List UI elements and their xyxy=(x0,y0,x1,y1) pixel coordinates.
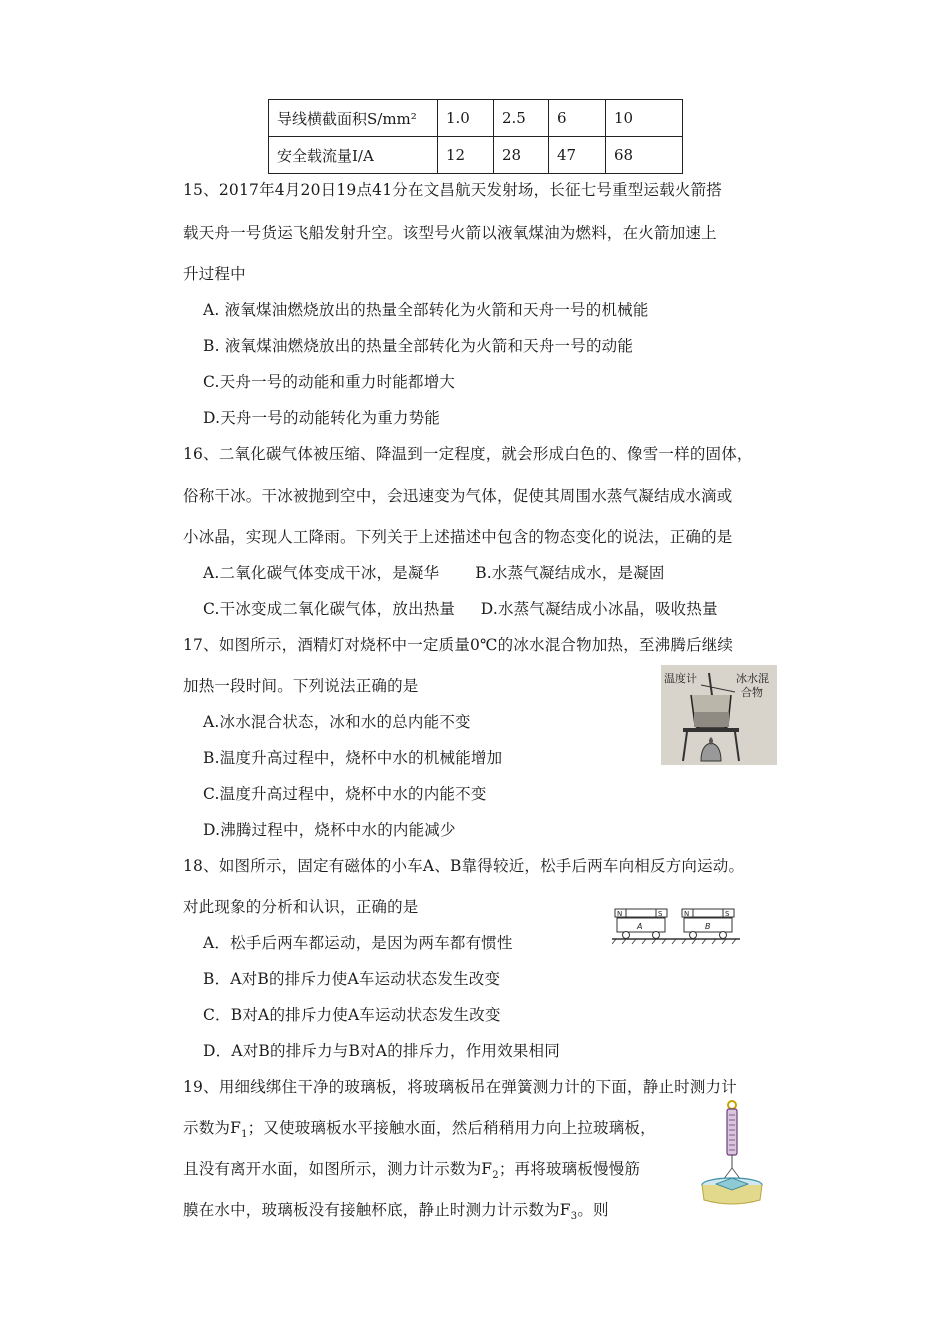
q15-stem-line: 15、2017年4月20日19点41分在文昌航天发射场，长征七号重型运载火箭搭 xyxy=(183,181,723,199)
q15-stem-line: 载天舟一号货运飞船发射升空。该型号火箭以液氧煤油为燃料，在火箭加速上 xyxy=(183,224,717,242)
q16-options-cd: C.干冰变成二氧化碳气体，放出热量 D.水蒸气凝结成小冰晶，吸收热量 xyxy=(203,600,718,618)
q19-text: 且没有离开水面，如图所示，测力计示数为F xyxy=(183,1160,493,1178)
table-cell: 12 xyxy=(438,137,494,174)
q19-stem-line-3 xyxy=(183,1157,640,1181)
q17-stem-line: 加热一段时间。下列说法正确的是 xyxy=(183,677,419,695)
q19-text: 。则 xyxy=(577,1201,609,1219)
fig-car-b: B xyxy=(705,922,711,931)
q18-option-d: D．A对B的排斥力与B对A的排斥力，作用效果相同 xyxy=(203,1042,560,1060)
magnet-cars-figure xyxy=(612,905,740,945)
q19-text: ；再将玻璃板慢慢筋 xyxy=(498,1160,641,1178)
q18-stem-line: 对此现象的分析和认识，正确的是 xyxy=(183,898,419,916)
q16-stem-line: 小冰晶，实现人工降雨。下列关于上述描述中包含的物态变化的说法，正确的是 xyxy=(183,528,733,546)
fig-label-thermometer: 温度计 xyxy=(664,672,697,685)
q19-text: ；又使玻璃板水平接触水面，然后稍稍用力向上拉玻璃板， xyxy=(247,1119,656,1137)
table-cell: 导线横截面积S/mm² xyxy=(269,100,438,137)
fig-label-mixture: 冰水混 xyxy=(736,672,769,685)
q16-stem-line: 16、二氧化碳气体被压缩、降温到一定程度，就会形成白色的、像雪一样的固体， xyxy=(183,445,753,463)
q18-option-b: B．A对B的排斥力使A车运动状态发生改变 xyxy=(203,970,501,988)
q17-stem-line: 17、如图所示，酒精灯对烧杯中一定质量0℃的冰水混合物加热，至沸腾后继续 xyxy=(183,636,734,654)
table-cell: 47 xyxy=(549,137,606,174)
spring-scale-figure xyxy=(698,1100,768,1210)
q18-option-c: C．B对A的排斥力使A车运动状态发生改变 xyxy=(203,1006,501,1024)
q18-option-a: A．松手后两车都运动，是因为两车都有惯性 xyxy=(203,934,513,952)
table-cell: 28 xyxy=(494,137,549,174)
q17-option-d: D.沸腾过程中，烧杯中水的内能减少 xyxy=(203,821,456,839)
table-row xyxy=(269,137,683,174)
q19-text: 示数为F xyxy=(183,1119,242,1137)
q15-option-d: D.天舟一号的动能转化为重力势能 xyxy=(203,409,441,427)
q15-option-b: B. 液氧煤油燃烧放出的热量全部转化为火箭和天舟一号的动能 xyxy=(203,337,634,355)
fig-car-a: A xyxy=(637,922,643,931)
table-cell: 安全载流量I/A xyxy=(269,137,438,174)
table-row xyxy=(269,100,683,137)
q18-stem-line: 18、如图所示，固定有磁体的小车A、B靠得较近，松手后两车向相反方向运动。 xyxy=(183,857,745,875)
fig-label-mixture-2: 合物 xyxy=(741,686,763,699)
q15-stem-line: 升过程中 xyxy=(183,265,246,283)
table-cell: 10 xyxy=(606,100,683,137)
table-cell: 68 xyxy=(606,137,683,174)
q15-option-c: C.天舟一号的动能和重力时能都增大 xyxy=(203,373,456,391)
current-capacity-table xyxy=(268,99,683,174)
fig-pole-s-2: S xyxy=(725,910,730,918)
table-cell: 6 xyxy=(549,100,606,137)
q16-stem-line: 俗称干冰。干冰被抛到空中，会迅速变为气体，促使其周围水蒸气凝结成水滴或 xyxy=(183,487,733,505)
fig-pole-n-2: N xyxy=(684,910,690,918)
beaker-heating-figure xyxy=(661,665,777,765)
table-cell: 1.0 xyxy=(438,100,494,137)
q19-stem-line-2 xyxy=(183,1116,656,1140)
q17-option-b: B.温度升高过程中，烧杯中水的机械能增加 xyxy=(203,749,503,767)
q19-subscript: 3 xyxy=(570,1211,578,1223)
q17-option-c: C.温度升高过程中，烧杯中水的内能不变 xyxy=(203,785,487,803)
q19-text: 膜在水中，玻璃板没有接触杯底，静止时测力计示数为F xyxy=(183,1201,571,1219)
q15-option-a: A. 液氧煤油燃烧放出的热量全部转化为火箭和天舟一号的机械能 xyxy=(203,301,649,319)
table-cell: 2.5 xyxy=(494,100,549,137)
fig-pole-s-1: S xyxy=(658,910,663,918)
q17-option-a: A.冰水混合状态，冰和水的总内能不变 xyxy=(203,713,471,731)
q19-stem-line: 19、用细线绑住干净的玻璃板，将玻璃板吊在弹簧测力计的下面，静止时测力计 xyxy=(183,1078,737,1096)
fig-pole-n-1: N xyxy=(617,910,623,918)
q16-options-ab: A.二氧化碳气体变成干冰，是凝华 B.水蒸气凝结成水，是凝固 xyxy=(203,564,665,582)
q19-subscript: 1 xyxy=(241,1129,248,1141)
q19-stem-line-4 xyxy=(183,1198,609,1222)
q19-subscript: 2 xyxy=(492,1170,499,1182)
